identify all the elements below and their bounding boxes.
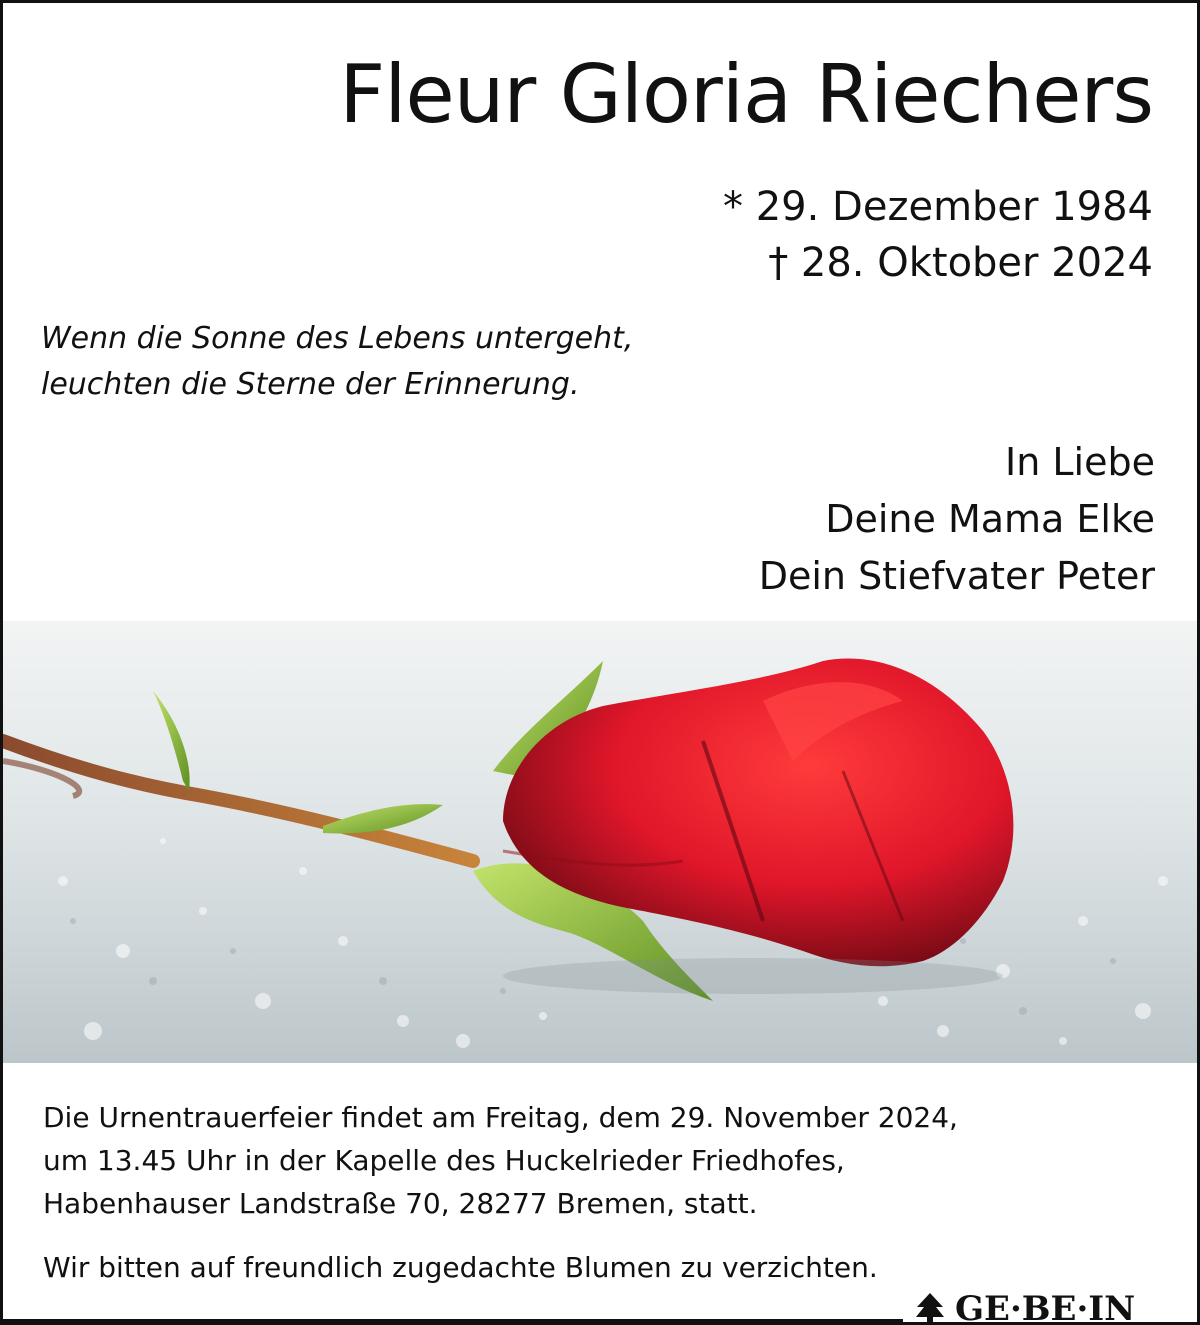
ceremony-line: um 13.45 Uhr in der Kapelle des Huckelrieder Friedhofes, bbox=[43, 1144, 845, 1177]
flowers-note: Wir bitten auf freundlich zugedachte Blumen zu verzichten. bbox=[43, 1251, 878, 1284]
ceremony-line: Habenhauser Landstraße 70, 28277 Bremen, statt. bbox=[43, 1187, 758, 1220]
birth-date: * 29. Dezember 1984 bbox=[723, 184, 1153, 230]
ceremony-line: Die Urnentrauerfeier findet am Freitag, dem 29. November 2024, bbox=[43, 1101, 958, 1134]
signature-line: Deine Mama Elke bbox=[825, 497, 1155, 541]
signature-line: Dein Stiefvater Peter bbox=[758, 554, 1155, 598]
divider bbox=[3, 1319, 903, 1322]
life-dates bbox=[723, 179, 1153, 291]
signature-line: In Liebe bbox=[1005, 440, 1155, 484]
rose-photo bbox=[3, 621, 1197, 1063]
death-date: † 28. Oktober 2024 bbox=[768, 240, 1153, 286]
rose-illustration bbox=[3, 621, 1197, 1063]
tree-logo-icon bbox=[913, 1291, 947, 1325]
quote-line: Wenn die Sonne des Lebens untergeht, bbox=[41, 321, 634, 356]
ceremony-details bbox=[43, 1096, 958, 1225]
quote-line: leuchten die Sterne der Erinnerung. bbox=[41, 367, 580, 402]
memorial-quote bbox=[41, 316, 633, 408]
deceased-name: Fleur Gloria Riechers bbox=[339, 48, 1153, 141]
logo-text: GE·BE·IN bbox=[955, 1289, 1136, 1325]
family-signature bbox=[759, 434, 1155, 605]
publisher-logo bbox=[913, 1287, 1165, 1325]
logo-wordmark bbox=[955, 1287, 1165, 1325]
